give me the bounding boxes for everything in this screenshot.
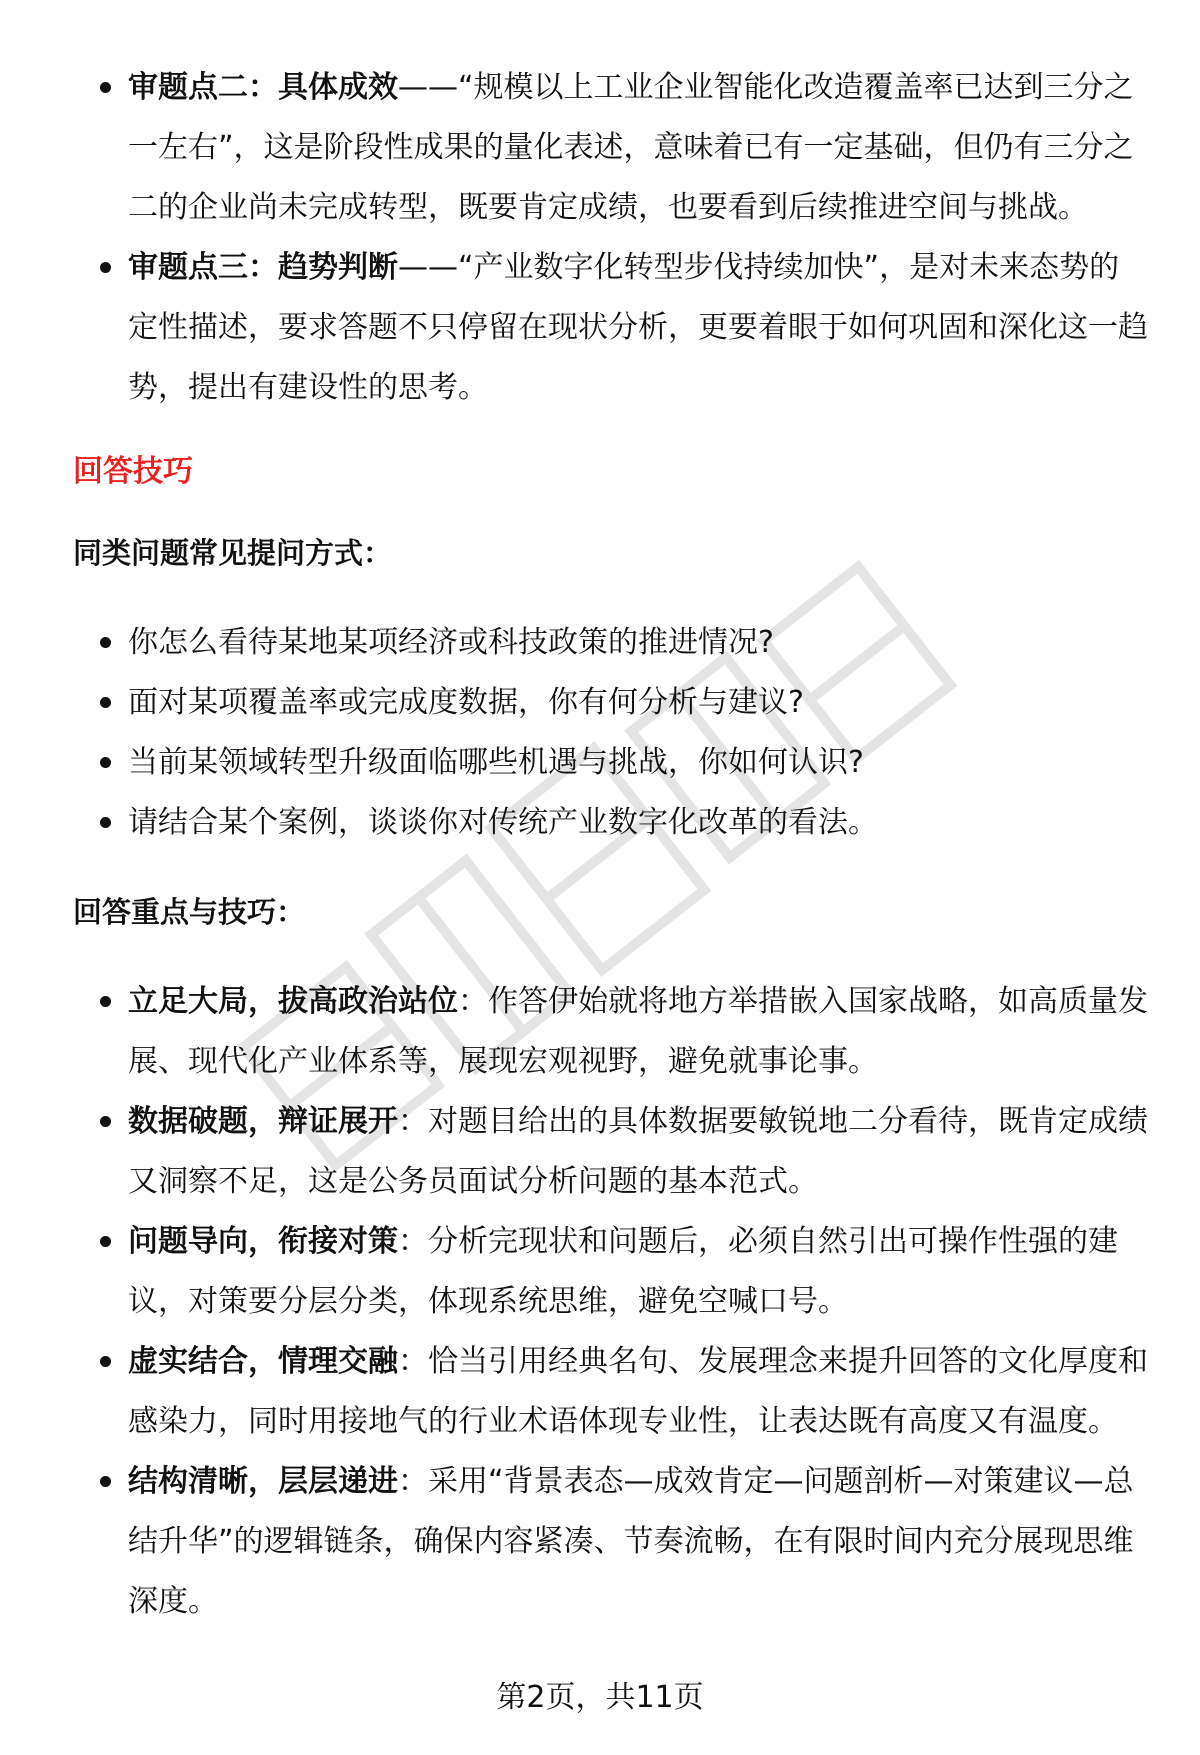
tip-label: 虚实结合，情理交融 [128, 1344, 398, 1379]
common-questions-heading: 同类问题常见提问方式： [73, 536, 393, 570]
list-item [128, 1452, 1148, 1632]
review-point-label: 审题点三：趋势判断 [128, 250, 398, 285]
review-point-label: 审题点二：具体成效 [128, 70, 398, 105]
tip-label: 问题导向，衔接对策 [128, 1224, 398, 1259]
tip-text: ：恰当引用经典名句、发展理念来提升回答的文化厚度和感染力，同时用接地气的行业术语体现专业性，让表达既有高度又有温度。 [128, 1344, 1148, 1439]
bullet-dot [100, 637, 111, 648]
review-points-list [128, 58, 1148, 418]
list-item [128, 733, 1148, 793]
tip-text: ：采用“背景表态—成效肯定—问题剖析—对策建议—总结升华”的逻辑链条，确保内容紧凑、节奏流畅，在有限时间内充分展现思维深度。 [128, 1464, 1134, 1619]
tip-text: ：分析完现状和问题后，必须自然引出可操作性强的建议，对策要分层分类，体现系统思维，避免空喊口号。 [128, 1224, 1118, 1319]
review-point-text: ——“产业数字化转型步伐持续加快”，是对未来态势的定性描述，要求答题不只停留在现状分析，更要着眼于如何巩固和深化这一趋势，提出有建设性的思考。 [128, 250, 1148, 405]
page-number: 第2页，共11页 [496, 1680, 704, 1715]
list-item [128, 972, 1148, 1092]
list-item [128, 1092, 1148, 1212]
tip-text: ：对题目给出的具体数据要敏锐地二分看待，既肯定成绩又洞察不足，这是公务员面试分析问题的基本范式。 [128, 1104, 1148, 1199]
tip-label: 立足大局，拔高政治站位 [128, 984, 458, 1019]
list-item [128, 613, 1148, 673]
review-point-2 [128, 58, 1148, 238]
question-text: 你怎么看待某地某项经济或科技政策的推进情况? [128, 625, 774, 660]
list-item [128, 1332, 1148, 1452]
tips-list [128, 972, 1148, 1632]
bullet-dot [100, 1116, 111, 1127]
bullet-dot [100, 262, 111, 273]
question-text: 当前某领域转型升级面临哪些机遇与挑战，你如何认识? [128, 745, 864, 780]
bullet-dot [100, 1476, 111, 1487]
list-item [128, 793, 1148, 853]
list-item [128, 673, 1148, 733]
bullet-dot [100, 817, 111, 828]
bullet-dot [100, 82, 111, 93]
tip-label: 数据破题，辩证展开 [128, 1104, 398, 1139]
bullet-dot [100, 1236, 111, 1247]
review-point-text: ——“规模以上工业企业智能化改造覆盖率已达到三分之一左右”，这是阶段性成果的量化表述，意味着已有一定基础，但仍有三分之二的企业尚未完成转型，既要肯定成绩，也要看到后续推进空间与挑战。 [128, 70, 1134, 225]
bullet-dot [100, 697, 111, 708]
tip-text: ：作答伊始就将地方举措嵌入国家战略，如高质量发展、现代化产业体系等，展现宏观视野，避免就事论事。 [128, 984, 1148, 1079]
list-item [128, 1212, 1148, 1332]
tips-heading: 回答重点与技巧： [73, 895, 306, 929]
question-text: 请结合某个案例，谈谈你对传统产业数字化改革的看法。 [128, 805, 878, 840]
tip-label: 结构清晰，层层递进 [128, 1464, 398, 1499]
review-point-3 [128, 238, 1148, 418]
section-title: 回答技巧 [73, 454, 193, 489]
common-questions-list [128, 613, 1148, 853]
bullet-dot [100, 757, 111, 768]
bullet-dot [100, 1356, 111, 1367]
question-text: 面对某项覆盖率或完成度数据，你有何分析与建议? [128, 685, 804, 720]
bullet-dot [100, 996, 111, 1007]
